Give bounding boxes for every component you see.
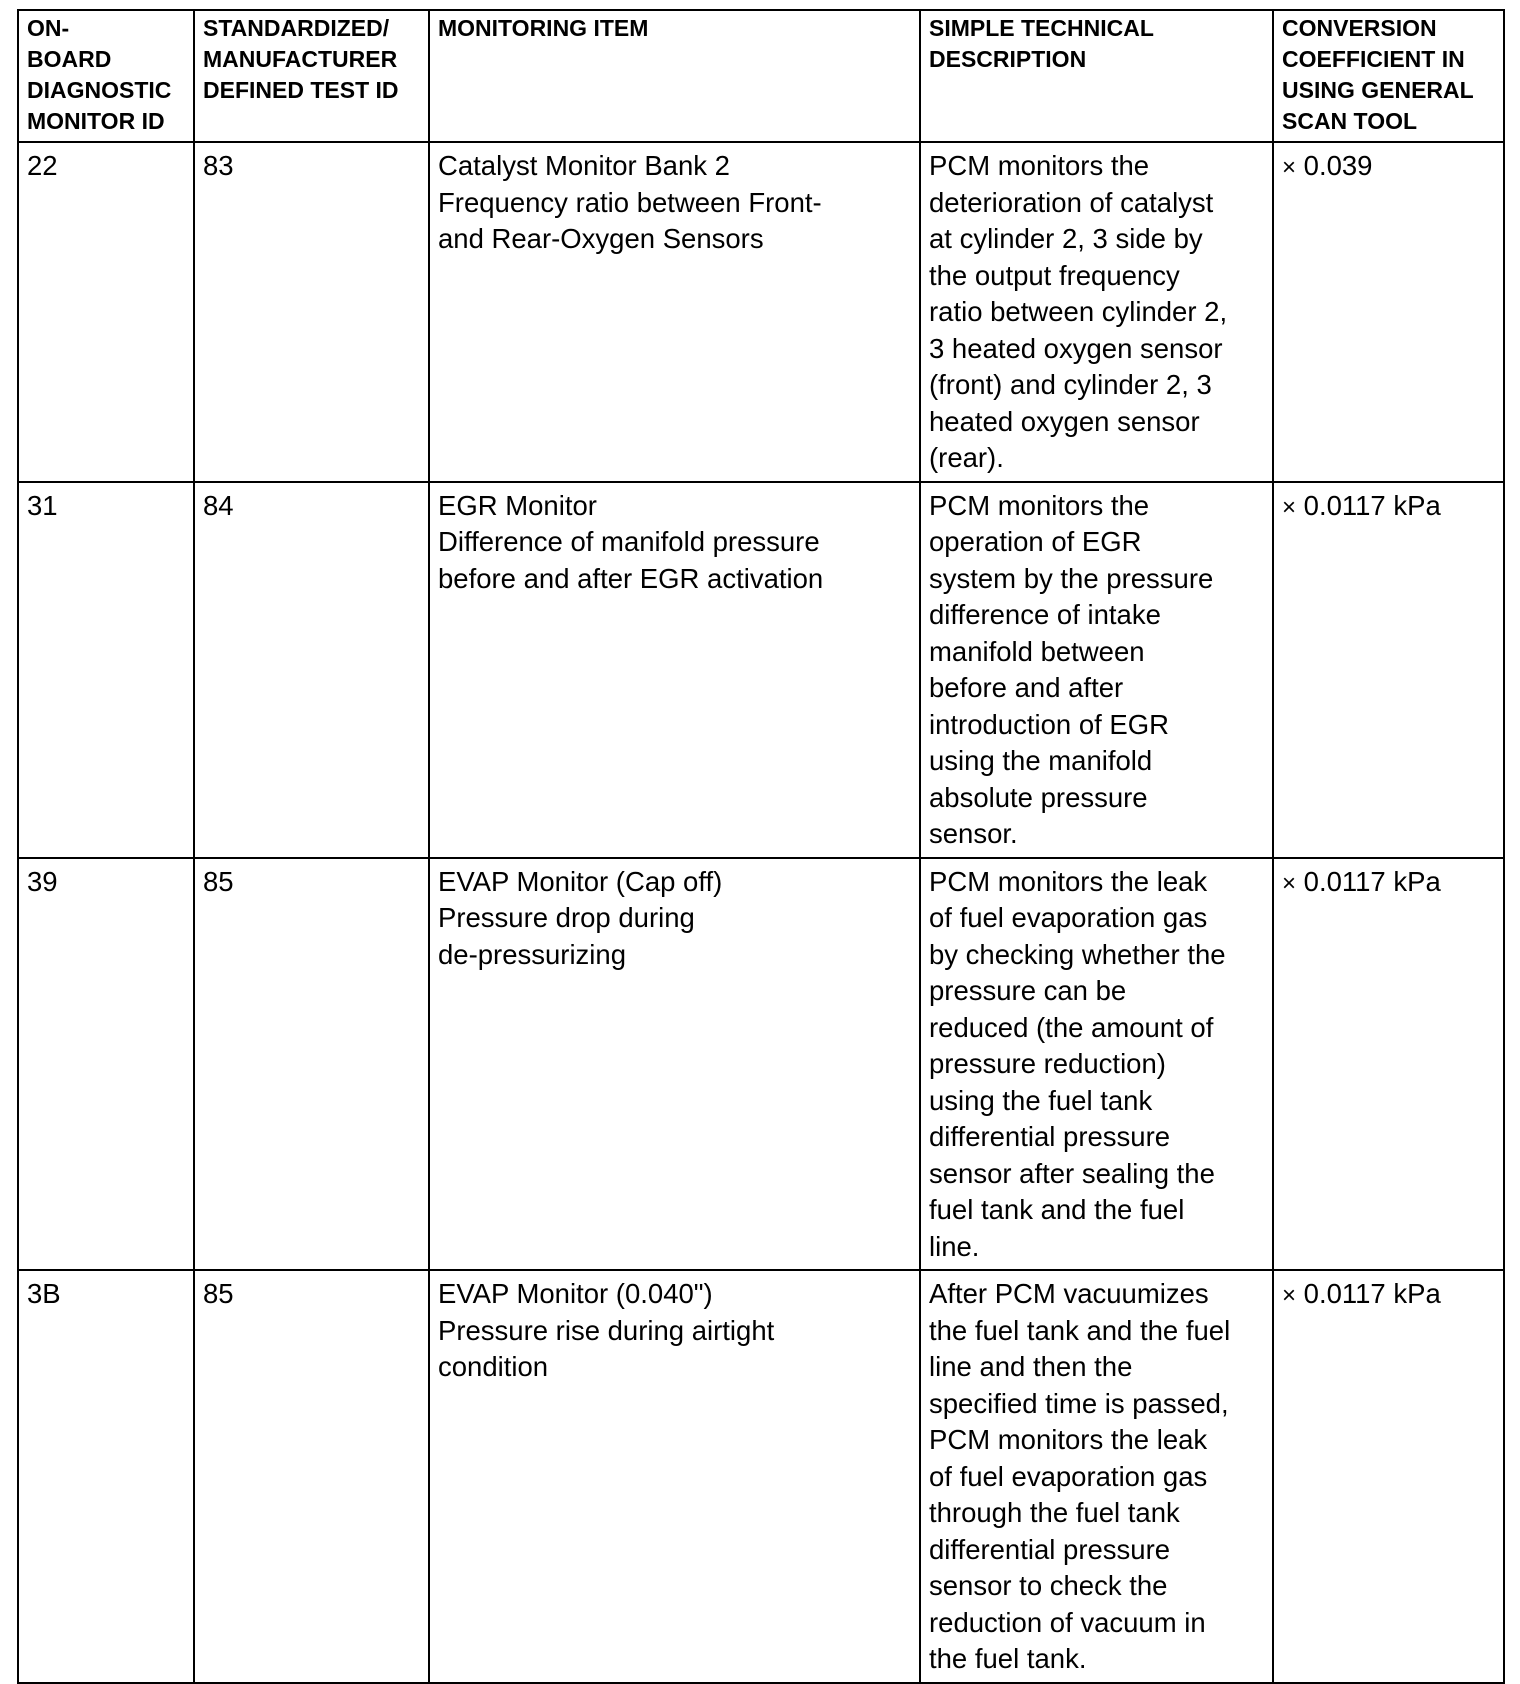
description-line: manifold between [929, 635, 1145, 667]
conversion-coefficient [1282, 866, 1441, 897]
table-body [18, 142, 1504, 1683]
cell-monitoring-item [429, 1270, 920, 1683]
table-row [18, 482, 1504, 858]
description-line: by checking whether the [929, 938, 1226, 970]
description-line: ratio between cylinder 2, [929, 296, 1228, 327]
conversion-value: 0.039 [1303, 150, 1373, 181]
multiply-symbol: × [1282, 1282, 1297, 1309]
monitoring-item-line: Pressure rise during airtight [438, 1314, 775, 1346]
description-line: using the manifold [929, 745, 1153, 776]
cell-conversion [1273, 858, 1504, 1271]
description-line: the output frequency [929, 259, 1180, 291]
description-line: differential pressure [929, 1121, 1171, 1152]
description-line: fuel tank and the fuel [929, 1194, 1185, 1225]
cell-monitor-id: 3B [18, 1270, 194, 1683]
cell-description [920, 142, 1273, 482]
cell-conversion [1273, 142, 1504, 482]
description-line: (rear). [929, 442, 1004, 473]
header-test-id: STANDARDIZED/ MANUFACTURER DEFINED TEST ID [194, 10, 429, 142]
multiply-symbol: × [1282, 154, 1297, 181]
header-monitor-id: ON- BOARD DIAGNOSTIC MONITOR ID [18, 10, 194, 142]
description-line: pressure can be [929, 975, 1127, 1006]
monitoring-item-line: de-pressurizing [438, 938, 627, 970]
description-line: deterioration of catalyst [929, 186, 1214, 218]
table-header [18, 10, 1504, 142]
description-line: absolute pressure [929, 781, 1148, 813]
description-line: through the fuel tank [929, 1497, 1180, 1528]
cell-test-id: 85 [194, 1270, 429, 1683]
table-row [18, 142, 1504, 482]
description-line: After PCM vacuumizes [929, 1278, 1209, 1309]
multiply-symbol: × [1282, 493, 1297, 521]
description-line: the fuel tank and the fuel [929, 1314, 1231, 1346]
monitoring-item-line: Pressure drop during [438, 902, 695, 933]
description-line: using the fuel tank [929, 1084, 1153, 1116]
description-line: operation of EGR [929, 526, 1142, 557]
description-line: PCM monitors the [929, 150, 1150, 181]
cell-conversion [1273, 482, 1504, 858]
monitoring-item-line: EVAP Monitor (0.040") [438, 1278, 713, 1309]
description-line: sensor to check the [929, 1570, 1168, 1601]
header-monitoring-item: MONITORING ITEM [429, 10, 920, 142]
description-line: line and then the [929, 1351, 1133, 1382]
cell-test-id: 85 [194, 858, 429, 1271]
monitoring-item-line: EGR Monitor [438, 489, 597, 521]
description-line: system by the pressure [929, 562, 1214, 594]
monitoring-item-line: Catalyst Monitor Bank 2 [438, 150, 730, 181]
description-line: introduction of EGR [929, 708, 1169, 740]
cell-monitor-id: 31 [18, 482, 194, 858]
description-line: at cylinder 2, 3 side by [929, 223, 1203, 254]
cell-monitoring-item [429, 142, 920, 482]
description-line: specified time is passed, [929, 1387, 1229, 1419]
cell-monitor-id: 39 [18, 858, 194, 1271]
monitoring-item-line: Frequency ratio between Front- [438, 186, 822, 218]
monitoring-item-line: and Rear-Oxygen Sensors [438, 223, 764, 254]
header-description: SIMPLE TECHNICAL DESCRIPTION [920, 10, 1273, 142]
description-line: PCM monitors the leak [929, 1424, 1208, 1455]
cell-description [920, 858, 1273, 1271]
cell-test-id: 84 [194, 482, 429, 858]
cell-test-id: 83 [194, 142, 429, 482]
conversion-value: 0.0117 kPa [1303, 1278, 1441, 1309]
description-line: line. [929, 1230, 980, 1262]
cell-description [920, 1270, 1273, 1683]
cell-conversion [1273, 1270, 1504, 1683]
description-line: before and after [929, 672, 1124, 703]
cell-monitoring-item [429, 482, 920, 858]
description-line: PCM monitors the leak [929, 865, 1208, 897]
conversion-coefficient [1282, 150, 1372, 181]
description-line: sensor. [929, 818, 1018, 849]
conversion-coefficient [1282, 490, 1441, 521]
conversion-value: 0.0117 kPa [1303, 865, 1441, 897]
description-line: reduction of vacuum in [929, 1606, 1206, 1638]
conversion-value: 0.0117 kPa [1303, 489, 1441, 521]
conversion-coefficient [1282, 1278, 1441, 1309]
description-line: difference of intake [929, 599, 1161, 630]
monitoring-item-line: EVAP Monitor (Cap off) [438, 865, 723, 897]
cell-monitor-id: 22 [18, 142, 194, 482]
description-line: reduced (the amount of [929, 1011, 1214, 1043]
description-line: pressure reduction) [929, 1048, 1166, 1079]
cell-monitoring-item [429, 858, 920, 1271]
monitoring-item-line: condition [438, 1351, 549, 1382]
header-row [18, 10, 1504, 142]
description-line: (front) and cylinder 2, 3 [929, 369, 1212, 400]
description-line: of fuel evaporation gas [929, 1460, 1208, 1492]
description-line: 3 heated oxygen sensor [929, 332, 1223, 364]
description-line: heated oxygen sensor [929, 405, 1200, 437]
description-line: the fuel tank. [929, 1643, 1087, 1674]
description-line: of fuel evaporation gas [929, 902, 1208, 933]
cell-description [920, 482, 1273, 858]
multiply-symbol: × [1282, 869, 1297, 897]
description-line: sensor after sealing the [929, 1157, 1215, 1189]
table-row [18, 858, 1504, 1271]
obd-monitor-table [17, 9, 1505, 1684]
monitoring-item-line: Difference of manifold pressure [438, 526, 820, 557]
header-conversion: CONVERSION COEFFICIENT IN USING GENERAL SCAN TOOL [1273, 10, 1504, 142]
description-line: PCM monitors the [929, 489, 1150, 521]
table-row [18, 1270, 1504, 1683]
description-line: differential pressure [929, 1533, 1171, 1565]
monitoring-item-line: before and after EGR activation [438, 562, 824, 594]
